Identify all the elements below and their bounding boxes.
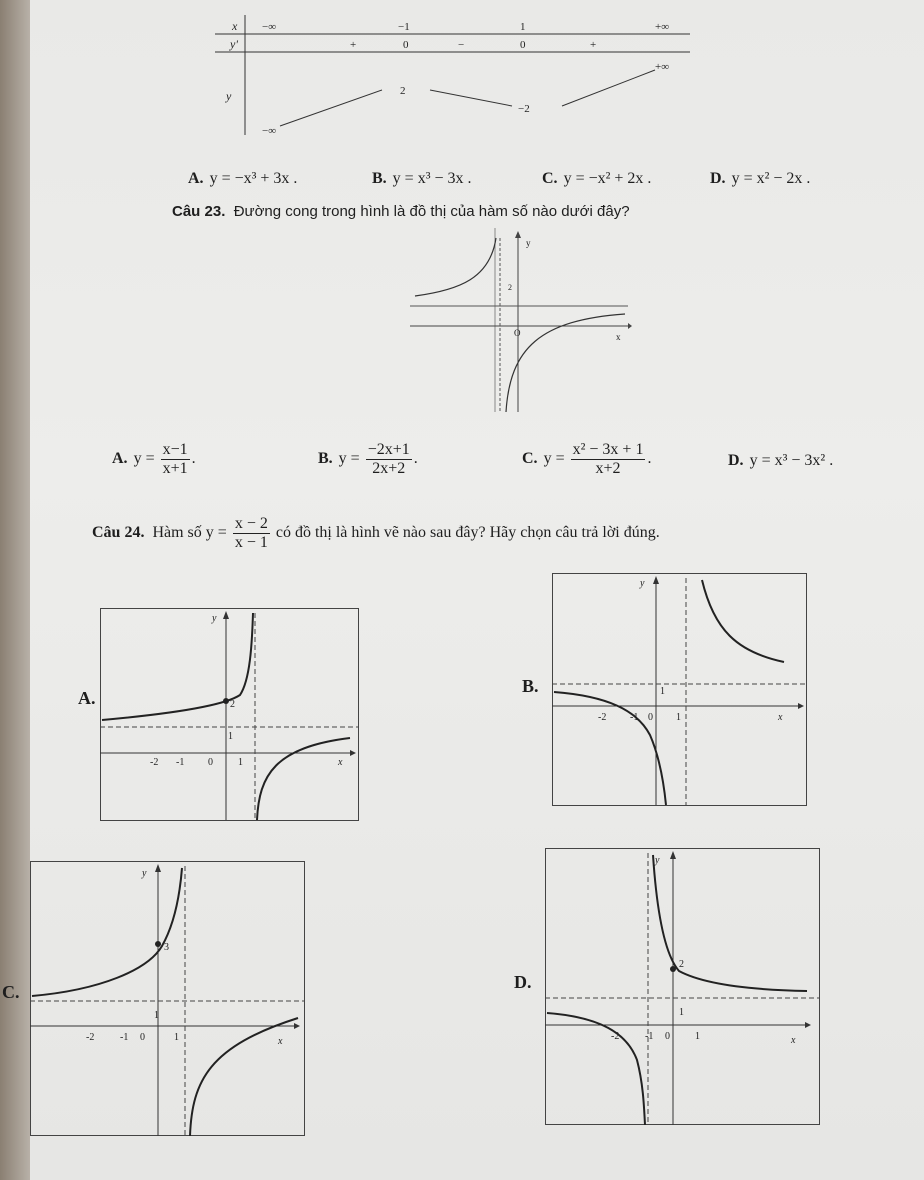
graph-c-tick-x: -2	[86, 1032, 95, 1043]
graph-c	[30, 858, 310, 1140]
intercept-point	[223, 698, 229, 704]
q24-pre: Hàm số	[152, 524, 202, 542]
q23-origin: O	[514, 328, 521, 338]
q23-option-b: B. y = $\frac{-2x+1}{2x+2}$ .	[318, 441, 418, 477]
graph-b	[552, 570, 810, 812]
fraction: $\frac{-2x+1}{2x+2}$	[367, 441, 410, 477]
graph-a	[100, 605, 362, 825]
q23-x-label: x	[616, 332, 621, 342]
q23-graph	[410, 228, 632, 413]
graph-c-tick-y: 1	[154, 1010, 159, 1021]
bbt-yp-label: y'	[230, 37, 238, 51]
q23-y-label: y	[526, 238, 531, 248]
curve-left	[415, 238, 496, 296]
curve-right	[506, 314, 625, 412]
graph-c-x: x	[278, 1036, 283, 1047]
q24-question: Câu 24. Hàm số y = $\frac{x - 2}{x - 1}$ có đồ thị là hình vẽ nào sau đây? Hãy chọn câu trả lời đúng.	[92, 515, 660, 551]
bbt-yp-val: −	[458, 39, 465, 51]
graph-b-tick-x: 1	[676, 712, 681, 723]
x-axis-arrow	[805, 1022, 811, 1028]
y-axis-arrow	[155, 864, 161, 872]
bbt-yp-val: 0	[403, 39, 409, 51]
graph-b-tick-x: -1	[630, 712, 639, 723]
bbt-x-val: +∞	[655, 21, 670, 33]
graph-frame	[31, 862, 305, 1136]
graph-c-tick-y: 3	[164, 942, 169, 953]
intercept-point	[155, 941, 161, 947]
bbt-arrow	[562, 70, 655, 106]
curve-left	[547, 1013, 645, 1125]
q22-option-b: B. y = x³ − 3x .	[372, 170, 472, 187]
q23-question	[172, 203, 630, 220]
graph-a-tick-x: 1	[238, 757, 243, 768]
curve-right	[702, 580, 784, 662]
bbt-yp-val: +	[350, 39, 357, 51]
bbt-x-label: x	[232, 19, 238, 33]
graph-d-tick-x: -1	[645, 1031, 654, 1042]
bbt-y-val: +∞	[655, 61, 670, 73]
fraction: $\frac{x - 2}{x - 1}$	[234, 515, 268, 551]
bbt-x-val: −1	[398, 21, 410, 33]
graph-a-tick-y: 1	[228, 731, 233, 742]
graph-d-origin: 0	[665, 1031, 670, 1042]
curve-right	[653, 855, 807, 991]
graph-a-label: A.	[78, 688, 96, 708]
graph-c-tick-x: -1	[120, 1032, 129, 1043]
q23-option-d: D. y = x³ − 3x² .	[728, 452, 834, 469]
curve-left	[554, 692, 666, 805]
graph-frame	[553, 574, 807, 806]
graph-a-x: x	[338, 757, 343, 768]
bbt-y-val: 2	[400, 85, 406, 97]
bbt-yp-val: +	[590, 39, 597, 51]
y-axis-arrow	[653, 576, 659, 584]
y-axis-arrow	[670, 851, 676, 859]
x-axis-arrow	[350, 750, 356, 756]
curve-left	[32, 868, 182, 996]
graph-b-x: x	[778, 712, 783, 723]
fraction: $\frac{x-1}{x+1}$	[162, 441, 188, 477]
q22-option-d: D. y = x² − 2x .	[710, 170, 811, 187]
graph-d-tick-y: 2	[679, 959, 684, 970]
bbt-arrow	[280, 90, 382, 126]
q24-title: Câu 24.	[92, 524, 145, 542]
graph-d-x: x	[791, 1035, 796, 1046]
graph-c-origin: 0	[140, 1032, 145, 1043]
curve-right	[257, 738, 350, 820]
graph-a-origin: 0	[208, 757, 213, 768]
x-axis-arrow	[628, 323, 632, 329]
q23-option-c: C. y = $\frac{\text{x² − 3x + 1}}{x+2}$ .	[522, 441, 652, 477]
bbt-arrow	[430, 90, 512, 106]
graph-d-tick-y: 1	[679, 1007, 684, 1018]
graph-d-tick-x: 1	[695, 1031, 700, 1042]
graph-c-tick-x: 1	[174, 1032, 179, 1043]
bbt-y-label: y	[226, 89, 232, 103]
graph-b-origin: 0	[648, 712, 653, 723]
q22-option-c: C. y = −x² + 2x .	[542, 170, 652, 187]
graph-a-y: y	[212, 613, 217, 624]
graph-b-y: y	[640, 578, 645, 589]
q22-option-a: A. y = −x³ + 3x .	[188, 170, 298, 187]
intercept-point	[670, 966, 676, 972]
graph-a-tick-y: 2	[230, 699, 235, 710]
graph-c-label: C.	[2, 982, 20, 1002]
q23-text: Đường cong trong hình là đồ thị của hàm số nào dưới đây?	[233, 203, 630, 220]
graph-d-label: D.	[514, 972, 532, 992]
y-axis-arrow	[515, 231, 521, 238]
bbt-x-val: 1	[520, 21, 526, 33]
graph-frame	[101, 609, 359, 821]
graph-d	[545, 845, 825, 1130]
x-axis-arrow	[798, 703, 804, 709]
graph-a-tick-x: -2	[150, 757, 159, 768]
q23-option-a: A. y = $\frac{x-1}{x+1}$ .	[112, 441, 196, 477]
bbt-yp-val: 0	[520, 39, 526, 51]
x-axis-arrow	[294, 1023, 300, 1029]
graph-d-y: y	[655, 855, 660, 866]
graph-b-tick-y: 1	[660, 686, 665, 697]
bbt-x-val: −∞	[262, 21, 277, 33]
graph-a-tick-x: -1	[176, 757, 185, 768]
fraction: $\frac{\text{x² − 3x + 1}}{x+2}$	[572, 441, 644, 477]
y-axis-arrow	[223, 611, 229, 619]
variation-table	[200, 10, 700, 140]
bbt-y-val: −2	[518, 103, 530, 115]
q23-tick: 2	[508, 283, 512, 292]
graph-d-tick-x: -2	[611, 1031, 620, 1042]
graph-c-y: y	[142, 868, 147, 879]
q24-post: có đồ thị là hình vẽ nào sau đây? Hãy chọn câu trả lời đúng.	[275, 524, 660, 542]
q23-title: Câu 23.	[172, 203, 226, 220]
bbt-y-val: −∞	[262, 125, 277, 137]
graph-frame	[546, 849, 820, 1125]
graph-b-tick-x: -2	[598, 712, 607, 723]
graph-b-label: B.	[522, 676, 539, 696]
